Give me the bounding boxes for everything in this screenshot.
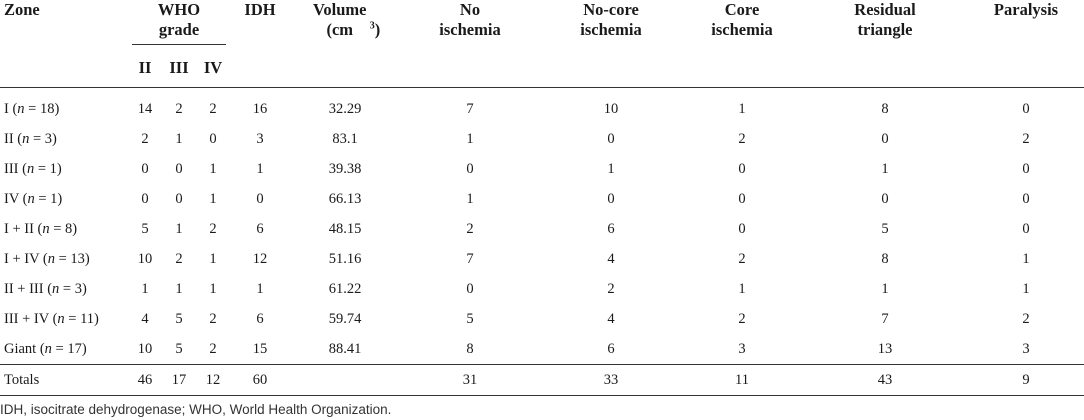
- zone-n: n: [52, 280, 60, 297]
- cell-who-iii: 5: [175, 340, 183, 357]
- cell-no-core-ischemia: 4: [607, 250, 615, 267]
- header-core-ischemia-label: Core ischemia: [711, 0, 773, 39]
- cell-core-ischemia: 0: [738, 160, 746, 177]
- zone-label: Giant (: [4, 340, 45, 357]
- cell-core-ischemia: 1: [738, 280, 746, 297]
- cell-paralysis: 0: [1022, 220, 1030, 237]
- zone-count: = 17): [51, 340, 87, 357]
- zone-label: I + II (: [4, 220, 43, 237]
- cell-who-ii: 10: [137, 250, 153, 267]
- cell-zone: [0, 184, 128, 214]
- cell-idh: 0: [256, 190, 264, 207]
- cell-zone: [0, 124, 128, 154]
- cell-who-ii: 1: [141, 280, 149, 297]
- zone-n: n: [42, 220, 50, 237]
- cell-total-residual-triangle: 43: [877, 371, 893, 388]
- cell-residual-triangle: 7: [881, 310, 889, 327]
- header-who-iii: III: [169, 58, 189, 77]
- cell-residual-triangle: 13: [877, 340, 893, 357]
- zone-n: n: [57, 310, 65, 327]
- zone-count: = 1): [34, 160, 62, 177]
- cell-total-idh: 60: [252, 371, 268, 388]
- header-idh: IDH: [244, 0, 276, 19]
- zone-count: = 11): [64, 310, 99, 327]
- zone-n: n: [47, 250, 55, 267]
- zone-label: I (: [4, 100, 18, 117]
- cell-volume: 59.74: [328, 310, 362, 327]
- cell-core-ischemia: 0: [738, 220, 746, 237]
- cell-zone: [0, 214, 128, 244]
- header-no-core-ischemia-label: No-core ischemia: [580, 0, 642, 39]
- cell-no-core-ischemia: 0: [607, 130, 615, 147]
- cell-idh: 3: [256, 130, 264, 147]
- table-row: [0, 244, 1084, 274]
- cell-who-iii: 5: [175, 310, 183, 327]
- table-row: [0, 304, 1084, 334]
- cell-total-volume: [290, 365, 400, 396]
- cell-no-core-ischemia: 1: [607, 160, 615, 177]
- cell-core-ischemia: 2: [738, 250, 746, 267]
- cell-who-iii: 1: [175, 280, 183, 297]
- table-row: [0, 214, 1084, 244]
- cell-volume: 61.22: [328, 280, 362, 297]
- cell-who-iv: 1: [209, 250, 217, 267]
- cell-volume: 88.41: [328, 340, 362, 357]
- cell-paralysis: 3: [1022, 340, 1030, 357]
- cell-core-ischemia: 0: [738, 190, 746, 207]
- cell-no-ischemia: 8: [466, 340, 474, 357]
- cell-no-ischemia: 1: [466, 130, 474, 147]
- cell-no-core-ischemia: 6: [607, 220, 615, 237]
- cell-who-ii: 2: [141, 130, 149, 147]
- table-row: [0, 124, 1084, 154]
- table-row: [0, 94, 1084, 124]
- cell-zone: [0, 274, 128, 304]
- cell-paralysis: 1: [1022, 280, 1030, 297]
- cell-who-iv: 1: [209, 190, 217, 207]
- zone-label: II (: [4, 130, 23, 147]
- cell-who-iii: 2: [175, 100, 183, 117]
- zone-label: III (: [4, 160, 27, 177]
- header-volume-sup: 3: [369, 20, 375, 32]
- cell-who-ii: 5: [141, 220, 149, 237]
- cell-total-no-core-ischemia: 33: [603, 371, 619, 388]
- cell-residual-triangle: 8: [881, 250, 889, 267]
- zone-label: IV (: [4, 190, 28, 207]
- cell-no-ischemia: 0: [466, 160, 474, 177]
- cell-volume: 32.29: [328, 100, 362, 117]
- header-row-1: [0, 0, 1084, 45]
- cell-volume: 48.15: [328, 220, 362, 237]
- header-who-iv: IV: [203, 58, 223, 77]
- cell-zone: [0, 94, 128, 124]
- cell-zone: [0, 154, 128, 184]
- cell-no-core-ischemia: 6: [607, 340, 615, 357]
- header-who-ii: II: [138, 58, 152, 77]
- cell-who-iii: 2: [175, 250, 183, 267]
- cell-idh: 12: [252, 250, 268, 267]
- cell-paralysis: 0: [1022, 190, 1030, 207]
- zone-count: = 18): [24, 100, 60, 117]
- cell-no-ischemia: 2: [466, 220, 474, 237]
- zone-count: = 1): [34, 190, 63, 207]
- cell-core-ischemia: 1: [738, 100, 746, 117]
- cell-idh: 6: [256, 220, 264, 237]
- cell-zone: [0, 334, 128, 365]
- zone-count: = 3): [59, 280, 87, 297]
- cell-total-paralysis: 9: [1022, 371, 1030, 388]
- cell-who-iv: 2: [209, 100, 217, 117]
- zone-n: n: [44, 340, 52, 357]
- header-who-grade: [128, 0, 230, 45]
- cell-volume: 83.1: [332, 130, 358, 147]
- zone-n: n: [17, 100, 25, 117]
- cell-no-ischemia: 7: [466, 100, 474, 117]
- header-paralysis: Paralysis: [993, 0, 1059, 19]
- header-volume-close: ): [374, 20, 381, 39]
- cell-core-ischemia: 2: [738, 130, 746, 147]
- cell-no-ischemia: 0: [466, 280, 474, 297]
- cell-who-iv: 2: [209, 340, 217, 357]
- cell-who-ii: 4: [141, 310, 149, 327]
- cell-residual-triangle: 1: [881, 160, 889, 177]
- cell-totals-label: Totals: [4, 371, 40, 388]
- zone-count: = 13): [55, 250, 90, 267]
- cell-paralysis: 2: [1022, 310, 1030, 327]
- header-who-grade-label: WHO grade: [157, 0, 201, 39]
- cell-paralysis: 0: [1022, 160, 1030, 177]
- cell-no-ischemia: 5: [466, 310, 474, 327]
- table-row: [0, 334, 1084, 365]
- cell-total-who-iii: 17: [171, 371, 187, 388]
- zone-label: I + IV (: [4, 250, 48, 267]
- cell-idh: 1: [256, 280, 264, 297]
- cell-volume: 51.16: [328, 250, 362, 267]
- zone-n: n: [22, 130, 30, 147]
- cell-paralysis: 1: [1022, 250, 1030, 267]
- cell-who-iii: 0: [175, 190, 183, 207]
- cell-who-iv: 1: [209, 160, 217, 177]
- cell-residual-triangle: 0: [881, 190, 889, 207]
- zone-count: = 8): [49, 220, 78, 237]
- zone-label: II + III (: [4, 280, 53, 297]
- cell-total-core-ischemia: 11: [735, 371, 749, 388]
- cell-total-who-ii: 46: [137, 371, 153, 388]
- cell-who-iv: 2: [209, 310, 217, 327]
- cell-volume: 39.38: [328, 160, 362, 177]
- zone-label: III + IV (: [4, 310, 58, 327]
- cell-no-ischemia: 7: [466, 250, 474, 267]
- header-residual-triangle-label: Residual triangle: [854, 0, 916, 39]
- cell-residual-triangle: 0: [881, 130, 889, 147]
- table-row: [0, 274, 1084, 304]
- cell-who-ii: 0: [141, 160, 149, 177]
- cell-residual-triangle: 5: [881, 220, 889, 237]
- cell-no-core-ischemia: 2: [607, 280, 615, 297]
- cell-no-core-ischemia: 4: [607, 310, 615, 327]
- cell-zone: [0, 304, 128, 334]
- cell-idh: 15: [252, 340, 268, 357]
- cell-who-iii: 1: [175, 130, 183, 147]
- cell-residual-triangle: 1: [881, 280, 889, 297]
- header-no-core-ischemia: [540, 0, 682, 88]
- cell-who-iv: 2: [209, 220, 217, 237]
- table-row: [0, 154, 1084, 184]
- header-no-ischemia: [400, 0, 540, 88]
- cell-paralysis: 0: [1022, 100, 1030, 117]
- cell-who-iii: 1: [175, 220, 183, 237]
- cell-who-ii: 0: [141, 190, 149, 207]
- cell-idh: 6: [256, 310, 264, 327]
- totals-row: [0, 365, 1084, 396]
- cell-zone: [0, 244, 128, 274]
- cell-no-ischemia: 1: [466, 190, 474, 207]
- cell-volume: 66.13: [328, 190, 362, 207]
- table-body: [0, 88, 1084, 396]
- header-volume: [290, 0, 400, 88]
- cell-who-iv: 0: [209, 130, 217, 147]
- zone-n: n: [26, 160, 35, 177]
- header-residual-triangle: [802, 0, 968, 88]
- footnote: IDH, isocitrate dehydrogenase; WHO, World Health Organization.: [0, 402, 392, 417]
- header-no-ischemia-label: No ischemia: [439, 0, 501, 39]
- zone-n: n: [27, 190, 35, 207]
- cell-total-no-ischemia: 31: [462, 371, 478, 388]
- header-volume-label: Volume (cm: [313, 0, 367, 39]
- cell-who-iii: 0: [175, 160, 183, 177]
- header-core-ischemia: [682, 0, 802, 88]
- cell-who-iv: 1: [209, 280, 217, 297]
- header-zone: Zone: [4, 0, 40, 19]
- cell-total-who-iv: 12: [205, 371, 221, 388]
- cell-idh: 16: [252, 100, 268, 117]
- cell-residual-triangle: 8: [881, 100, 889, 117]
- table-row: [0, 184, 1084, 214]
- cell-paralysis: 2: [1022, 130, 1030, 147]
- cell-no-core-ischemia: 10: [603, 100, 619, 117]
- cell-core-ischemia: 3: [738, 340, 746, 357]
- cell-idh: 1: [256, 160, 264, 177]
- zone-count: = 3): [29, 130, 57, 147]
- cell-no-core-ischemia: 0: [607, 190, 615, 207]
- cell-who-ii: 14: [137, 100, 153, 117]
- cell-core-ischemia: 2: [738, 310, 746, 327]
- cell-who-ii: 10: [137, 340, 153, 357]
